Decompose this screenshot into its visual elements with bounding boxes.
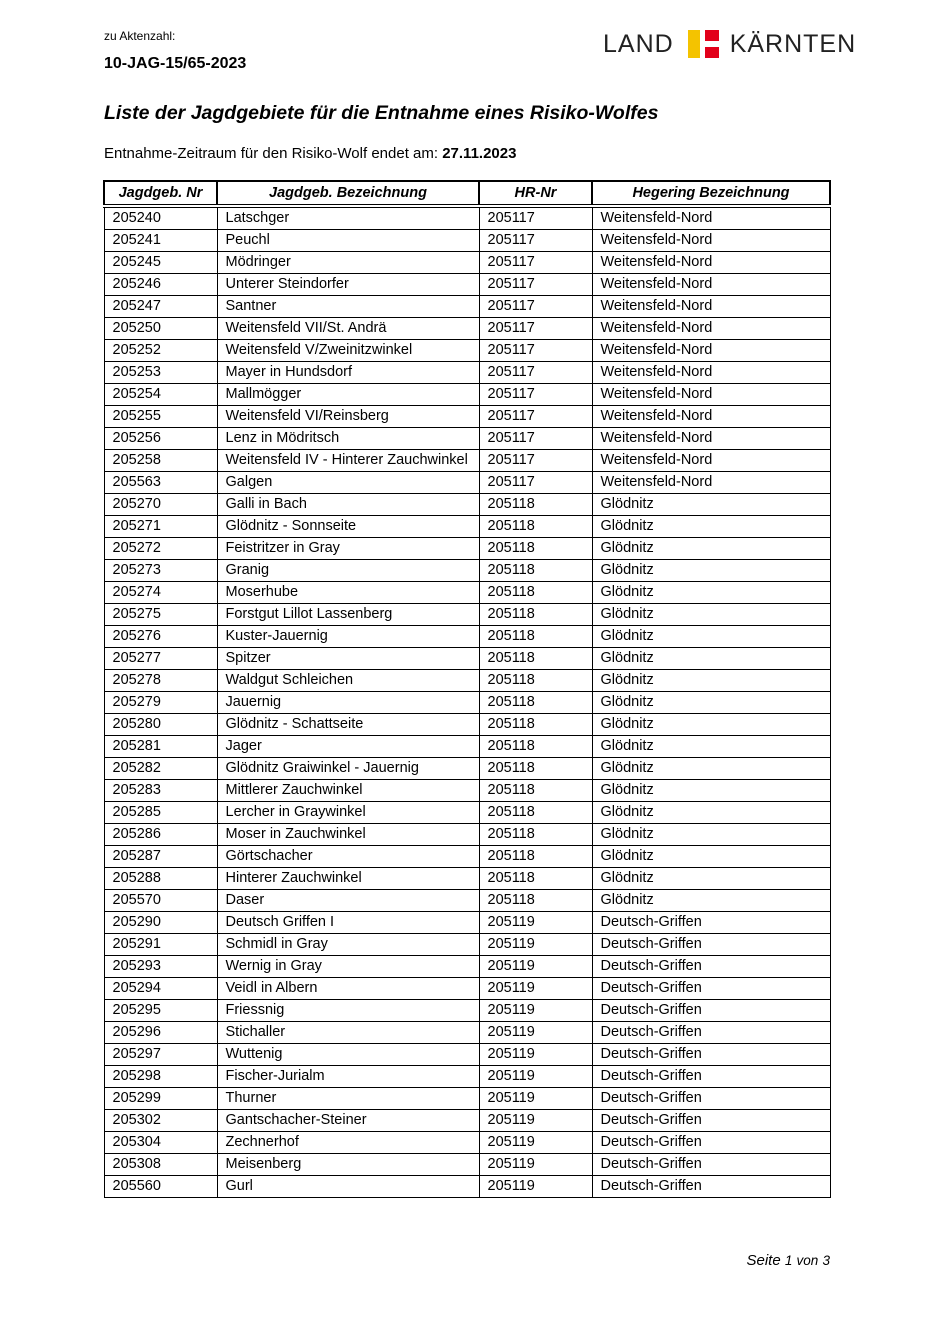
header-hr-nr: HR-Nr [479, 181, 592, 206]
footer-page-number: 1 [784, 1253, 793, 1268]
table-row [104, 978, 830, 1000]
table-row [104, 538, 830, 560]
entnahme-end-date: 27.11.2023 [442, 145, 517, 162]
table-row [104, 824, 830, 846]
table-row [104, 1022, 830, 1044]
table-row [104, 802, 830, 824]
cell-hegering-bezeichnung: Weitensfeld-Nord [592, 296, 830, 318]
cell-jagdgeb-nr: 205296 [104, 1022, 217, 1044]
cell-jagdgeb-bezeichnung: Veidl in Albern [217, 978, 479, 1000]
table-row [104, 428, 830, 450]
cell-hr-nr: 205119 [479, 956, 592, 978]
cell-hr-nr: 205117 [479, 206, 592, 230]
table-row [104, 736, 830, 758]
cell-jagdgeb-bezeichnung: Glödnitz - Sonnseite [217, 516, 479, 538]
cell-hegering-bezeichnung: Glödnitz [592, 692, 830, 714]
cell-hr-nr: 205118 [479, 824, 592, 846]
cell-hr-nr: 205119 [479, 978, 592, 1000]
cell-hr-nr: 205117 [479, 428, 592, 450]
cell-jagdgeb-nr: 205240 [104, 206, 217, 230]
table-row [104, 582, 830, 604]
cell-hegering-bezeichnung: Glödnitz [592, 670, 830, 692]
footer-von: von [796, 1253, 819, 1268]
cell-hr-nr: 205117 [479, 252, 592, 274]
aktenzahl-value: 10-JAG-15/65-2023 [104, 55, 247, 72]
cell-hr-nr: 205117 [479, 384, 592, 406]
cell-hr-nr: 205119 [479, 1066, 592, 1088]
cell-jagdgeb-bezeichnung: Jauernig [217, 692, 479, 714]
cell-jagdgeb-bezeichnung: Zechnerhof [217, 1132, 479, 1154]
cell-hegering-bezeichnung: Glödnitz [592, 648, 830, 670]
cell-hegering-bezeichnung: Glödnitz [592, 516, 830, 538]
table-row [104, 868, 830, 890]
cell-jagdgeb-bezeichnung: Galli in Bach [217, 494, 479, 516]
cell-hr-nr: 205118 [479, 890, 592, 912]
table-row [104, 1132, 830, 1154]
cell-hegering-bezeichnung: Deutsch-Griffen [592, 1132, 830, 1154]
cell-jagdgeb-nr: 205274 [104, 582, 217, 604]
cell-jagdgeb-bezeichnung: Thurner [217, 1088, 479, 1110]
cell-jagdgeb-bezeichnung: Mallmögger [217, 384, 479, 406]
cell-jagdgeb-nr: 205276 [104, 626, 217, 648]
table-row [104, 648, 830, 670]
cell-hr-nr: 205118 [479, 670, 592, 692]
cell-hegering-bezeichnung: Glödnitz [592, 560, 830, 582]
cell-hegering-bezeichnung: Deutsch-Griffen [592, 1044, 830, 1066]
cell-jagdgeb-bezeichnung: Moserhube [217, 582, 479, 604]
cell-hr-nr: 205119 [479, 1088, 592, 1110]
cell-hegering-bezeichnung: Weitensfeld-Nord [592, 406, 830, 428]
cell-hegering-bezeichnung: Deutsch-Griffen [592, 912, 830, 934]
cell-hr-nr: 205117 [479, 362, 592, 384]
cell-hegering-bezeichnung: Deutsch-Griffen [592, 1176, 830, 1198]
cell-jagdgeb-bezeichnung: Wernig in Gray [217, 956, 479, 978]
cell-hegering-bezeichnung: Deutsch-Griffen [592, 956, 830, 978]
cell-jagdgeb-nr: 205285 [104, 802, 217, 824]
cell-jagdgeb-nr: 205252 [104, 340, 217, 362]
cell-jagdgeb-bezeichnung: Spitzer [217, 648, 479, 670]
cell-jagdgeb-nr: 205299 [104, 1088, 217, 1110]
table-row [104, 516, 830, 538]
cell-jagdgeb-bezeichnung: Lercher in Graywinkel [217, 802, 479, 824]
table-row [104, 1066, 830, 1088]
cell-hr-nr: 205117 [479, 274, 592, 296]
cell-hr-nr: 205119 [479, 1154, 592, 1176]
cell-hegering-bezeichnung: Weitensfeld-Nord [592, 428, 830, 450]
cell-jagdgeb-bezeichnung: Mödringer [217, 252, 479, 274]
table-row [104, 384, 830, 406]
table-row [104, 1176, 830, 1198]
table-row [104, 1044, 830, 1066]
aktenzahl-label: zu Aktenzahl: [104, 29, 176, 43]
cell-hr-nr: 205118 [479, 494, 592, 516]
cell-jagdgeb-bezeichnung: Glödnitz - Schattseite [217, 714, 479, 736]
cell-hegering-bezeichnung: Glödnitz [592, 714, 830, 736]
cell-hr-nr: 205117 [479, 406, 592, 428]
cell-hegering-bezeichnung: Deutsch-Griffen [592, 1000, 830, 1022]
cell-hegering-bezeichnung: Glödnitz [592, 868, 830, 890]
cell-hegering-bezeichnung: Weitensfeld-Nord [592, 384, 830, 406]
cell-jagdgeb-nr: 205254 [104, 384, 217, 406]
cell-jagdgeb-bezeichnung: Meisenberg [217, 1154, 479, 1176]
cell-jagdgeb-nr: 205570 [104, 890, 217, 912]
cell-hr-nr: 205118 [479, 648, 592, 670]
header-hegering-bezeichnung: Hegering Bezeichnung [592, 181, 830, 206]
cell-hr-nr: 205117 [479, 318, 592, 340]
cell-hr-nr: 205118 [479, 868, 592, 890]
cell-jagdgeb-nr: 205302 [104, 1110, 217, 1132]
cell-jagdgeb-bezeichnung: Feistritzer in Gray [217, 538, 479, 560]
cell-jagdgeb-nr: 205271 [104, 516, 217, 538]
cell-hegering-bezeichnung: Deutsch-Griffen [592, 934, 830, 956]
cell-jagdgeb-nr: 205304 [104, 1132, 217, 1154]
cell-jagdgeb-bezeichnung: Görtschacher [217, 846, 479, 868]
cell-jagdgeb-bezeichnung: Latschger [217, 206, 479, 230]
table-row [104, 934, 830, 956]
cell-hr-nr: 205118 [479, 714, 592, 736]
entnahme-zeitraum-text: Entnahme-Zeitraum für den Risiko-Wolf endet am: [104, 145, 443, 162]
table-row [104, 252, 830, 274]
cell-jagdgeb-bezeichnung: Hinterer Zauchwinkel [217, 868, 479, 890]
cell-jagdgeb-nr: 205277 [104, 648, 217, 670]
cell-jagdgeb-bezeichnung: Schmidl in Gray [217, 934, 479, 956]
cell-jagdgeb-bezeichnung: Weitensfeld VII/St. Andrä [217, 318, 479, 340]
cell-jagdgeb-bezeichnung: Gantschacher-Steiner [217, 1110, 479, 1132]
cell-jagdgeb-nr: 205273 [104, 560, 217, 582]
cell-hr-nr: 205117 [479, 450, 592, 472]
cell-hegering-bezeichnung: Glödnitz [592, 846, 830, 868]
cell-hr-nr: 205118 [479, 560, 592, 582]
table-row [104, 1154, 830, 1176]
cell-jagdgeb-bezeichnung: Weitensfeld VI/Reinsberg [217, 406, 479, 428]
cell-jagdgeb-nr: 205288 [104, 868, 217, 890]
cell-hegering-bezeichnung: Deutsch-Griffen [592, 978, 830, 1000]
cell-hegering-bezeichnung: Glödnitz [592, 494, 830, 516]
table-row [104, 956, 830, 978]
cell-hegering-bezeichnung: Glödnitz [592, 604, 830, 626]
cell-jagdgeb-bezeichnung: Stichaller [217, 1022, 479, 1044]
footer-page-total: 3 [822, 1253, 830, 1268]
cell-jagdgeb-bezeichnung: Fischer-Jurialm [217, 1066, 479, 1088]
cell-jagdgeb-nr: 205279 [104, 692, 217, 714]
cell-hegering-bezeichnung: Weitensfeld-Nord [592, 206, 830, 230]
cell-jagdgeb-nr: 205287 [104, 846, 217, 868]
cell-jagdgeb-bezeichnung: Forstgut Lillot Lassenberg [217, 604, 479, 626]
cell-jagdgeb-bezeichnung: Peuchl [217, 230, 479, 252]
table-row [104, 494, 830, 516]
cell-hr-nr: 205117 [479, 340, 592, 362]
cell-hr-nr: 205119 [479, 1132, 592, 1154]
cell-hr-nr: 205119 [479, 1022, 592, 1044]
cell-jagdgeb-nr: 205298 [104, 1066, 217, 1088]
cell-jagdgeb-bezeichnung: Santner [217, 296, 479, 318]
cell-hegering-bezeichnung: Deutsch-Griffen [592, 1110, 830, 1132]
cell-hegering-bezeichnung: Weitensfeld-Nord [592, 472, 830, 494]
cell-hr-nr: 205119 [479, 912, 592, 934]
table-row [104, 296, 830, 318]
cell-jagdgeb-bezeichnung: Waldgut Schleichen [217, 670, 479, 692]
table-row [104, 626, 830, 648]
table-row [104, 714, 830, 736]
logo-text-kaernten: KÄRNTEN [729, 30, 857, 58]
table-row [104, 1088, 830, 1110]
land-kaernten-logo [603, 28, 856, 60]
cell-jagdgeb-nr: 205297 [104, 1044, 217, 1066]
cell-jagdgeb-nr: 205256 [104, 428, 217, 450]
cell-hr-nr: 205119 [479, 1176, 592, 1198]
cell-jagdgeb-nr: 205253 [104, 362, 217, 384]
cell-hegering-bezeichnung: Deutsch-Griffen [592, 1088, 830, 1110]
table-row [104, 758, 830, 780]
cell-jagdgeb-bezeichnung: Wuttenig [217, 1044, 479, 1066]
footer-seite: Seite [746, 1252, 781, 1269]
table-row [104, 206, 830, 230]
cell-hr-nr: 205118 [479, 780, 592, 802]
cell-jagdgeb-nr: 205255 [104, 406, 217, 428]
cell-jagdgeb-nr: 205258 [104, 450, 217, 472]
table-row [104, 890, 830, 912]
table-row [104, 692, 830, 714]
cell-jagdgeb-bezeichnung: Galgen [217, 472, 479, 494]
cell-hegering-bezeichnung: Glödnitz [592, 824, 830, 846]
cell-hr-nr: 205119 [479, 1000, 592, 1022]
cell-jagdgeb-nr: 205294 [104, 978, 217, 1000]
cell-hegering-bezeichnung: Weitensfeld-Nord [592, 274, 830, 296]
cell-hr-nr: 205118 [479, 604, 592, 626]
cell-hr-nr: 205118 [479, 802, 592, 824]
cell-hr-nr: 205118 [479, 582, 592, 604]
table-row [104, 274, 830, 296]
table-row [104, 472, 830, 494]
cell-jagdgeb-nr: 205241 [104, 230, 217, 252]
cell-hr-nr: 205119 [479, 934, 592, 956]
table-row [104, 846, 830, 868]
cell-hr-nr: 205118 [479, 538, 592, 560]
cell-hegering-bezeichnung: Glödnitz [592, 890, 830, 912]
cell-jagdgeb-nr: 205281 [104, 736, 217, 758]
cell-hegering-bezeichnung: Glödnitz [592, 582, 830, 604]
table-row [104, 1110, 830, 1132]
cell-hegering-bezeichnung: Glödnitz [592, 538, 830, 560]
cell-jagdgeb-nr: 205250 [104, 318, 217, 340]
cell-jagdgeb-bezeichnung: Gurl [217, 1176, 479, 1198]
cell-hegering-bezeichnung: Weitensfeld-Nord [592, 340, 830, 362]
cell-jagdgeb-nr: 205308 [104, 1154, 217, 1176]
table-header-row [104, 181, 830, 206]
entnahme-zeitraum [104, 145, 516, 162]
cell-jagdgeb-nr: 205270 [104, 494, 217, 516]
cell-hegering-bezeichnung: Deutsch-Griffen [592, 1022, 830, 1044]
table-row [104, 560, 830, 582]
cell-hegering-bezeichnung: Weitensfeld-Nord [592, 318, 830, 340]
cell-hr-nr: 205117 [479, 296, 592, 318]
cell-jagdgeb-nr: 205246 [104, 274, 217, 296]
cell-hegering-bezeichnung: Deutsch-Griffen [592, 1154, 830, 1176]
cell-hr-nr: 205118 [479, 846, 592, 868]
cell-jagdgeb-bezeichnung: Moser in Zauchwinkel [217, 824, 479, 846]
cell-jagdgeb-bezeichnung: Granig [217, 560, 479, 582]
cell-hegering-bezeichnung: Weitensfeld-Nord [592, 230, 830, 252]
cell-jagdgeb-bezeichnung: Kuster-Jauernig [217, 626, 479, 648]
cell-hr-nr: 205118 [479, 758, 592, 780]
cell-jagdgeb-nr: 205295 [104, 1000, 217, 1022]
cell-hegering-bezeichnung: Weitensfeld-Nord [592, 362, 830, 384]
cell-hr-nr: 205119 [479, 1110, 592, 1132]
cell-jagdgeb-nr: 205283 [104, 780, 217, 802]
table-row [104, 340, 830, 362]
table-row [104, 318, 830, 340]
cell-hegering-bezeichnung: Glödnitz [592, 758, 830, 780]
cell-jagdgeb-nr: 205282 [104, 758, 217, 780]
cell-jagdgeb-bezeichnung: Friessnig [217, 1000, 479, 1022]
table-row [104, 406, 830, 428]
cell-jagdgeb-nr: 205563 [104, 472, 217, 494]
cell-jagdgeb-bezeichnung: Mittlerer Zauchwinkel [217, 780, 479, 802]
cell-jagdgeb-bezeichnung: Mayer in Hundsdorf [217, 362, 479, 384]
cell-hr-nr: 205118 [479, 736, 592, 758]
jagdgebiete-table [103, 180, 831, 1198]
cell-jagdgeb-nr: 205275 [104, 604, 217, 626]
cell-jagdgeb-nr: 205286 [104, 824, 217, 846]
cell-jagdgeb-bezeichnung: Weitensfeld IV - Hinterer Zauchwinkel [217, 450, 479, 472]
cell-hegering-bezeichnung: Weitensfeld-Nord [592, 450, 830, 472]
cell-jagdgeb-bezeichnung: Lenz in Mödritsch [217, 428, 479, 450]
cell-jagdgeb-nr: 205291 [104, 934, 217, 956]
cell-hr-nr: 205117 [479, 230, 592, 252]
cell-jagdgeb-bezeichnung: Glödnitz Graiwinkel - Jauernig [217, 758, 479, 780]
cell-hegering-bezeichnung: Glödnitz [592, 736, 830, 758]
table-row [104, 912, 830, 934]
cell-jagdgeb-nr: 205560 [104, 1176, 217, 1198]
cell-jagdgeb-nr: 205272 [104, 538, 217, 560]
table-row [104, 670, 830, 692]
cell-hr-nr: 205118 [479, 692, 592, 714]
cell-jagdgeb-bezeichnung: Weitensfeld V/Zweinitzwinkel [217, 340, 479, 362]
cell-jagdgeb-nr: 205247 [104, 296, 217, 318]
logo-mark-icon [688, 30, 719, 58]
cell-jagdgeb-bezeichnung: Daser [217, 890, 479, 912]
header-jagdgeb-nr: Jagdgeb. Nr [104, 181, 217, 206]
cell-hegering-bezeichnung: Glödnitz [592, 626, 830, 648]
cell-jagdgeb-nr: 205293 [104, 956, 217, 978]
cell-jagdgeb-nr: 205280 [104, 714, 217, 736]
cell-jagdgeb-bezeichnung: Unterer Steindorfer [217, 274, 479, 296]
cell-hegering-bezeichnung: Glödnitz [592, 780, 830, 802]
logo-text-land: LAND [603, 30, 674, 58]
cell-jagdgeb-bezeichnung: Jager [217, 736, 479, 758]
table-row [104, 780, 830, 802]
table-row [104, 604, 830, 626]
cell-jagdgeb-nr: 205245 [104, 252, 217, 274]
cell-hegering-bezeichnung: Glödnitz [592, 802, 830, 824]
cell-jagdgeb-bezeichnung: Deutsch Griffen I [217, 912, 479, 934]
header-jagdgeb-bezeichnung: Jagdgeb. Bezeichnung [217, 181, 479, 206]
table-row [104, 450, 830, 472]
table-row [104, 1000, 830, 1022]
cell-hegering-bezeichnung: Weitensfeld-Nord [592, 252, 830, 274]
cell-hr-nr: 205119 [479, 1044, 592, 1066]
page-footer [746, 1252, 830, 1269]
cell-hr-nr: 205118 [479, 626, 592, 648]
cell-jagdgeb-nr: 205278 [104, 670, 217, 692]
cell-hr-nr: 205118 [479, 516, 592, 538]
cell-hegering-bezeichnung: Deutsch-Griffen [592, 1066, 830, 1088]
table-row [104, 362, 830, 384]
cell-jagdgeb-nr: 205290 [104, 912, 217, 934]
document-title: Liste der Jagdgebiete für die Entnahme eines Risiko-Wolfes [104, 102, 659, 124]
table-row [104, 230, 830, 252]
cell-hr-nr: 205117 [479, 472, 592, 494]
